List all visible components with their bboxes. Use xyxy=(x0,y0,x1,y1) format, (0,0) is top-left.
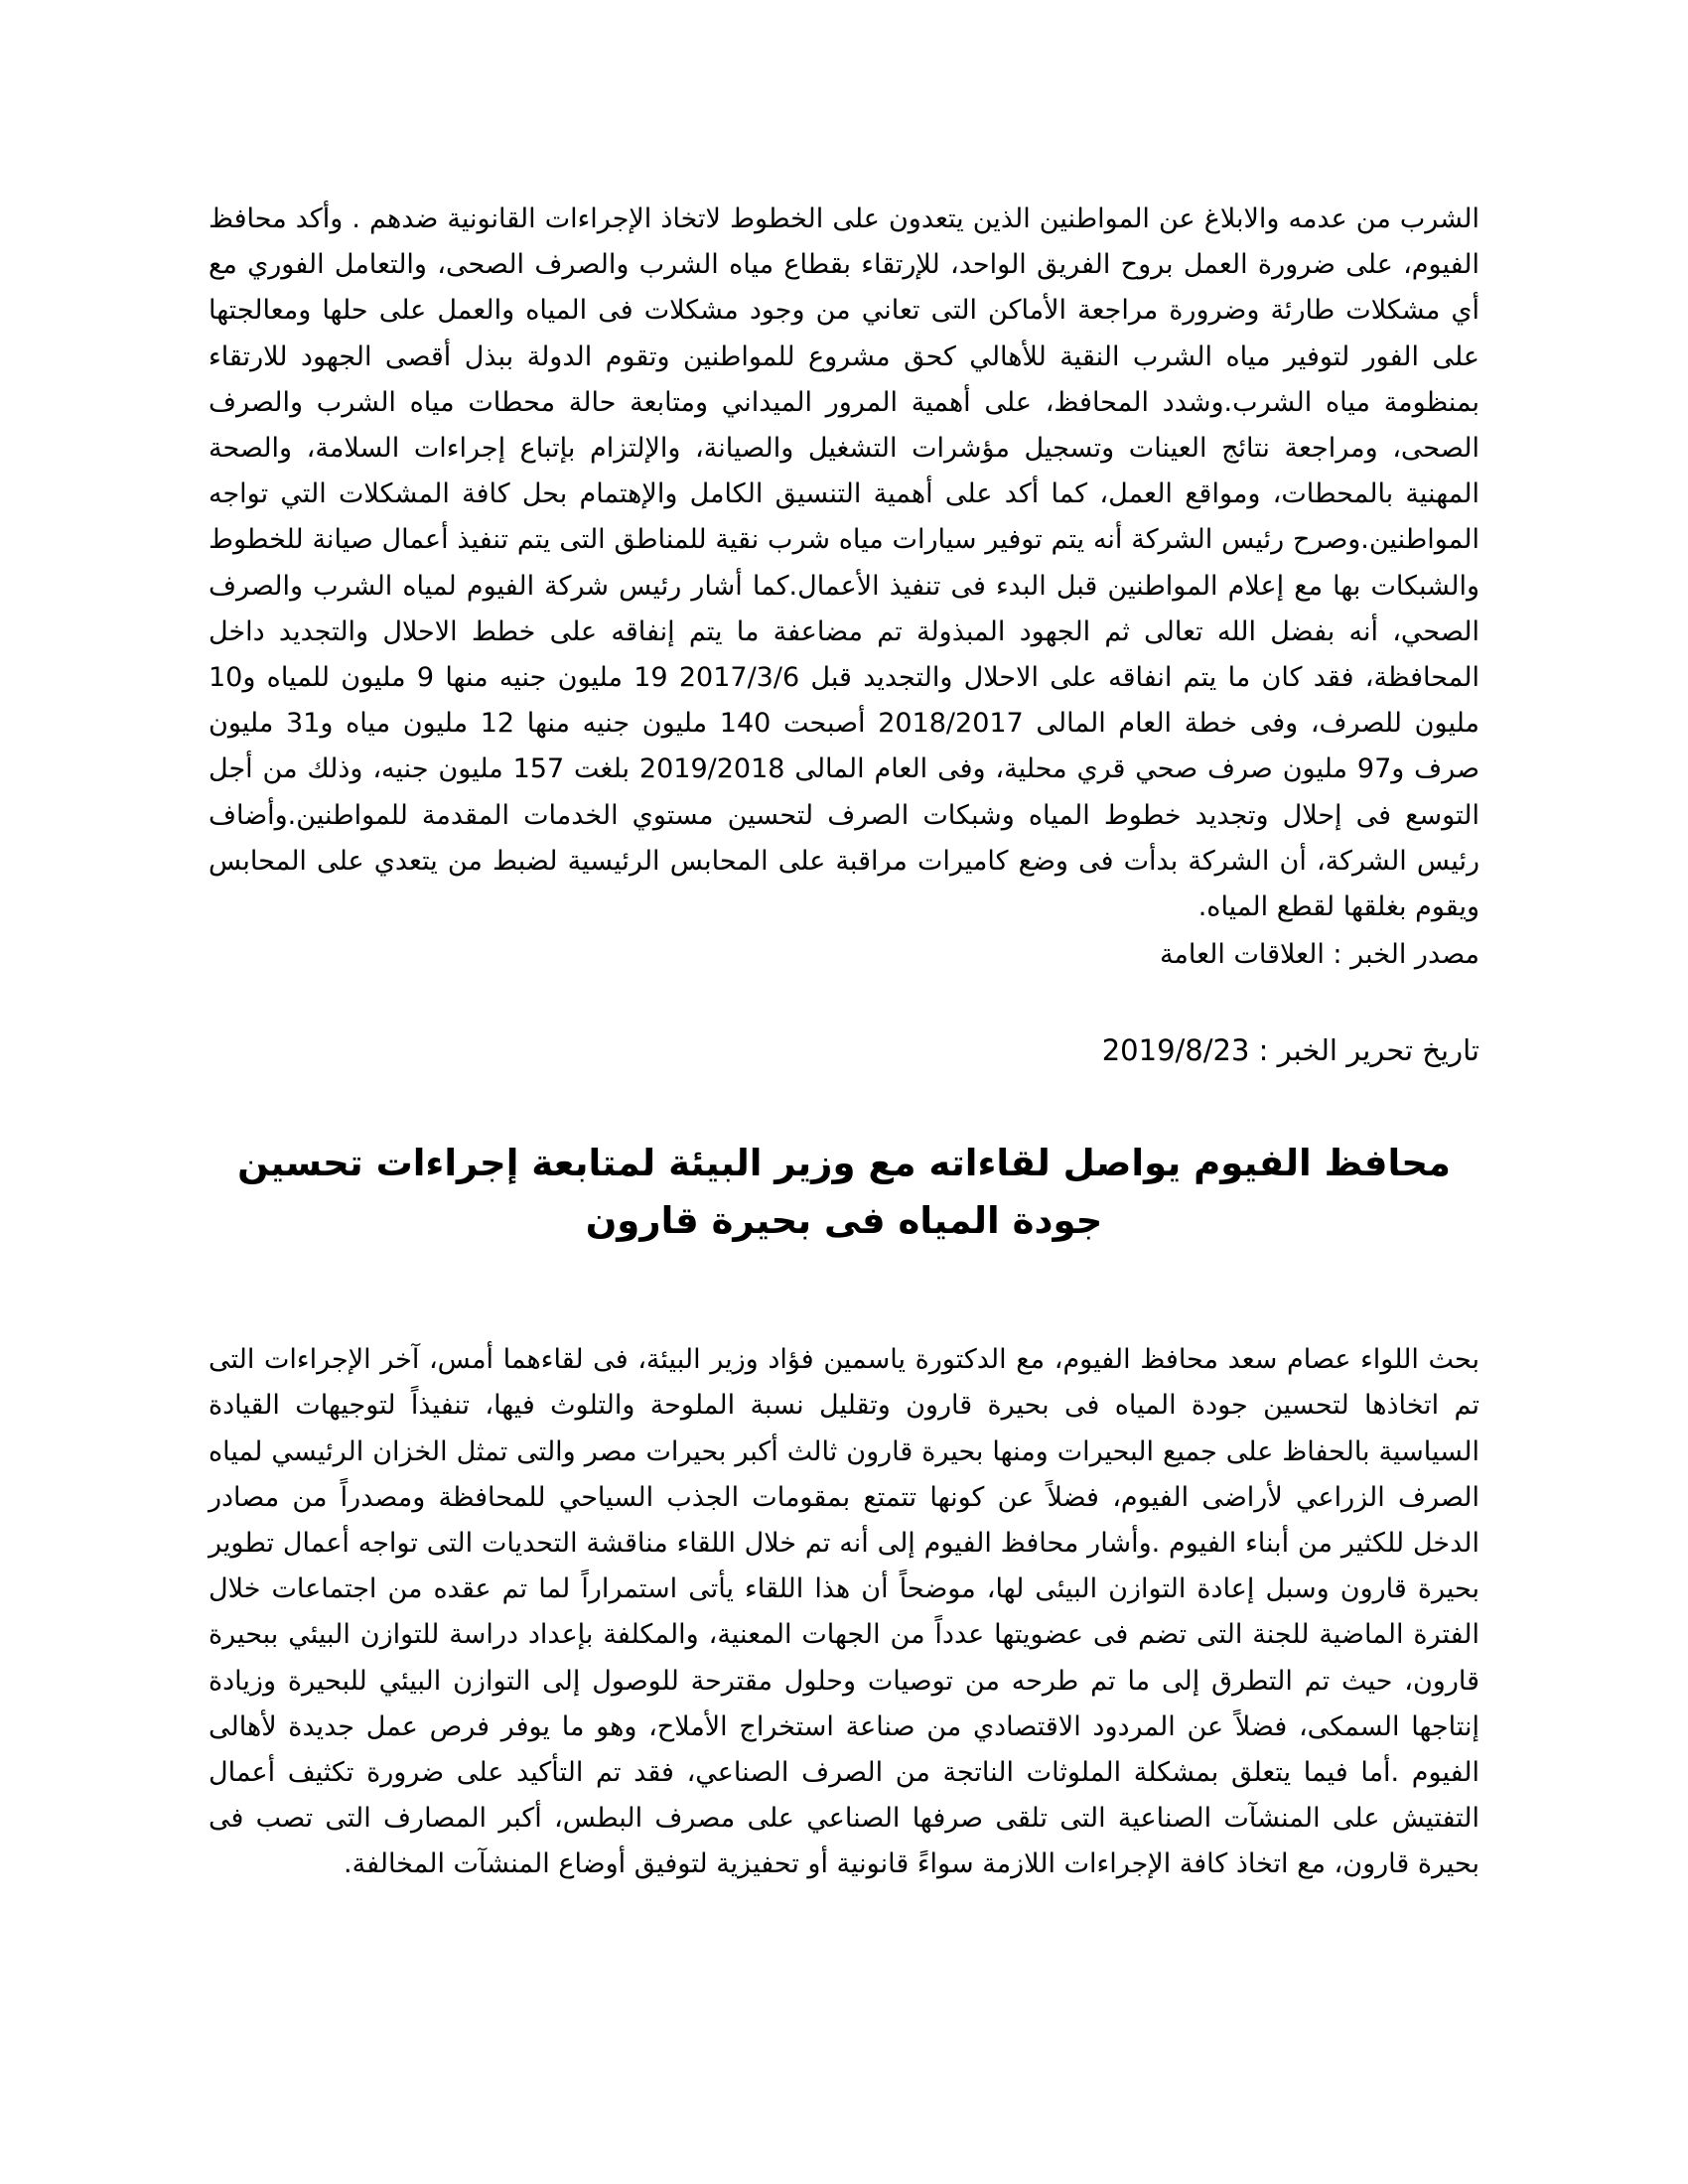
news-date-line: تاريخ تحرير الخبر : 2019/8/23 xyxy=(1101,1033,1479,1068)
article-continuation-paragraph: الشرب من عدمه والابلاغ عن المواطنين الذين يتعدون على الخطوط لاتخاذ الإجراءات القانونية ضدهم . وأكد محافظ الفيوم، على ضرورة العمل بروح الفريق الواحد، للإرتقاء بقطاع مياه الشرب والصرف الصحى، والتعامل الفوري مع أي مشكلات طارئة وضرورة مراجعة الأماكن التى تعاني من وجود مشكلات فى المياه والعمل على حلها ومعالجتها على الفور لتوفير مياه الشرب النقية للأهالي كحق مشروع للمواطنين وتقوم الدولة ببذل أقصى الجهود للارتقاء بمنظومة مياه الشرب.وشدد المحافظ، على أهمية المرور الميداني ومتابعة حالة محطات مياه الشرب والصرف الصحى، ومراجعة نتائج العينات وتسجيل مؤشرات التشغيل والصيانة، والإلتزام بإتباع إجراءات السلامة، والصحة المهنية بالمحطات، ومواقع العمل، كما أكد على أهمية التنسيق الكامل والإهتمام بحل كافة المشكلات التي تواجه المواطنين.وصرح رئيس الشركة أنه يتم توفير سيارات مياه شرب نقية للمناطق التى يتم تنفيذ أعمال صيانة للخطوط والشبكات بها مع إعلام المواطنين قبل البدء فى تنفيذ الأعمال.كما أشار رئيس شركة الفيوم لمياه الشرب والصرف الصحي، أنه بفضل الله تعالى ثم الجهود المبذولة تم مضاعفة ما يتم إنفاقه على خطط الاحلال والتجديد داخل المحافظة، فقد كان ما يتم انفاقه على الاحلال والتجديد قبل 2017/3/6 19 مليون جنيه منها 9 مليون للمياه و10 مليون للصرف، وفى خطة العام المالى 2018/2017 أصبحت 140 مليون جنيه منها 12 مليون مياه و31 مليون صرف و97 مليون صرف صحي قري محلية، وفى العام المالى 2019/2018 بلغت 157 مليون جنيه، وذلك من أجل التوسع فى إحلال وتجديد خطوط المياه وشبكات الصرف لتحسين مستوي الخدمات المقدمة للمواطنين.وأضاف رئيس الشركة، أن الشركة بدأت فى وضع كاميرات مراقبة على المحابس الرئيسية لضبط من يتعدي على المحابس ويقوم بغلقها لقطع المياه. xyxy=(209,204,1479,923)
article-headline: محافظ الفيوم يواصل لقاءاته مع وزير البيئة لمتابعة إجراءات تحسين جودة المياه فى بحيرة قارون xyxy=(237,1142,1451,1243)
news-source-line: مصدر الخبر : العلاقات العامة xyxy=(1159,939,1479,971)
document-page xyxy=(209,197,1479,1888)
article-body-paragraph: بحث اللواء عصام سعد محافظ الفيوم، مع الدكتورة ياسمين فؤاد وزير البيئة، فى لقاءهما أمس، آخر الإجراءات التى تم اتخاذها لتحسين جودة المياه فى بحيرة قارون وتقليل نسبة الملوحة والتلوث فيها، تنفيذاً لتوجيهات القيادة السياسية بالحفاظ على جميع البحيرات ومنها بحيرة قارون ثالث أكبر بحيرات مصر والتى تمثل الخزان الرئيسي لمياه الصرف الزراعي لأراضى الفيوم، فضلاً عن كونها تتمتع بمقومات الجذب السياحي للمحافظة ومصدراً من مصادر الدخل للكثير من أبناء الفيوم .وأشار محافظ الفيوم إلى أنه تم خلال اللقاء مناقشة التحديات التى تواجه أعمال تطوير بحيرة قارون وسبل إعادة التوازن البيئى لها، موضحاً أن هذا اللقاء يأتى استمراراً لما تم عقده من اجتماعات خلال الفترة الماضية للجنة التى تضم فى عضويتها عدداً من الجهات المعنية، والمكلفة بإعداد دراسة للتوازن البيئي ببحيرة قارون، حيث تم التطرق إلى ما تم طرحه من توصيات وحلول مقترحة للوصول إلى التوازن البيئي للبحيرة وزيادة إنتاجها السمكى، فضلاً عن المردود الاقتصادي من صناعة استخراج الأملاح، وهو ما يوفر فرص عمل جديدة لأهالى الفيوم .أما فيما يتعلق بمشكلة الملوثات الناتجة من الصرف الصناعي، فقد تم التأكيد على ضرورة تكثيف أعمال التفتيش على المنشآت الصناعية التى تلقى صرفها الصناعي على مصرف البطس، أكبر المصارف التى تصب فى بحيرة قارون، مع اتخاذ كافة الإجراءات اللازمة سواءً قانونية أو تحفيزية لتوفيق أوضاع المنشآت المخالفة. xyxy=(209,1344,1479,1880)
